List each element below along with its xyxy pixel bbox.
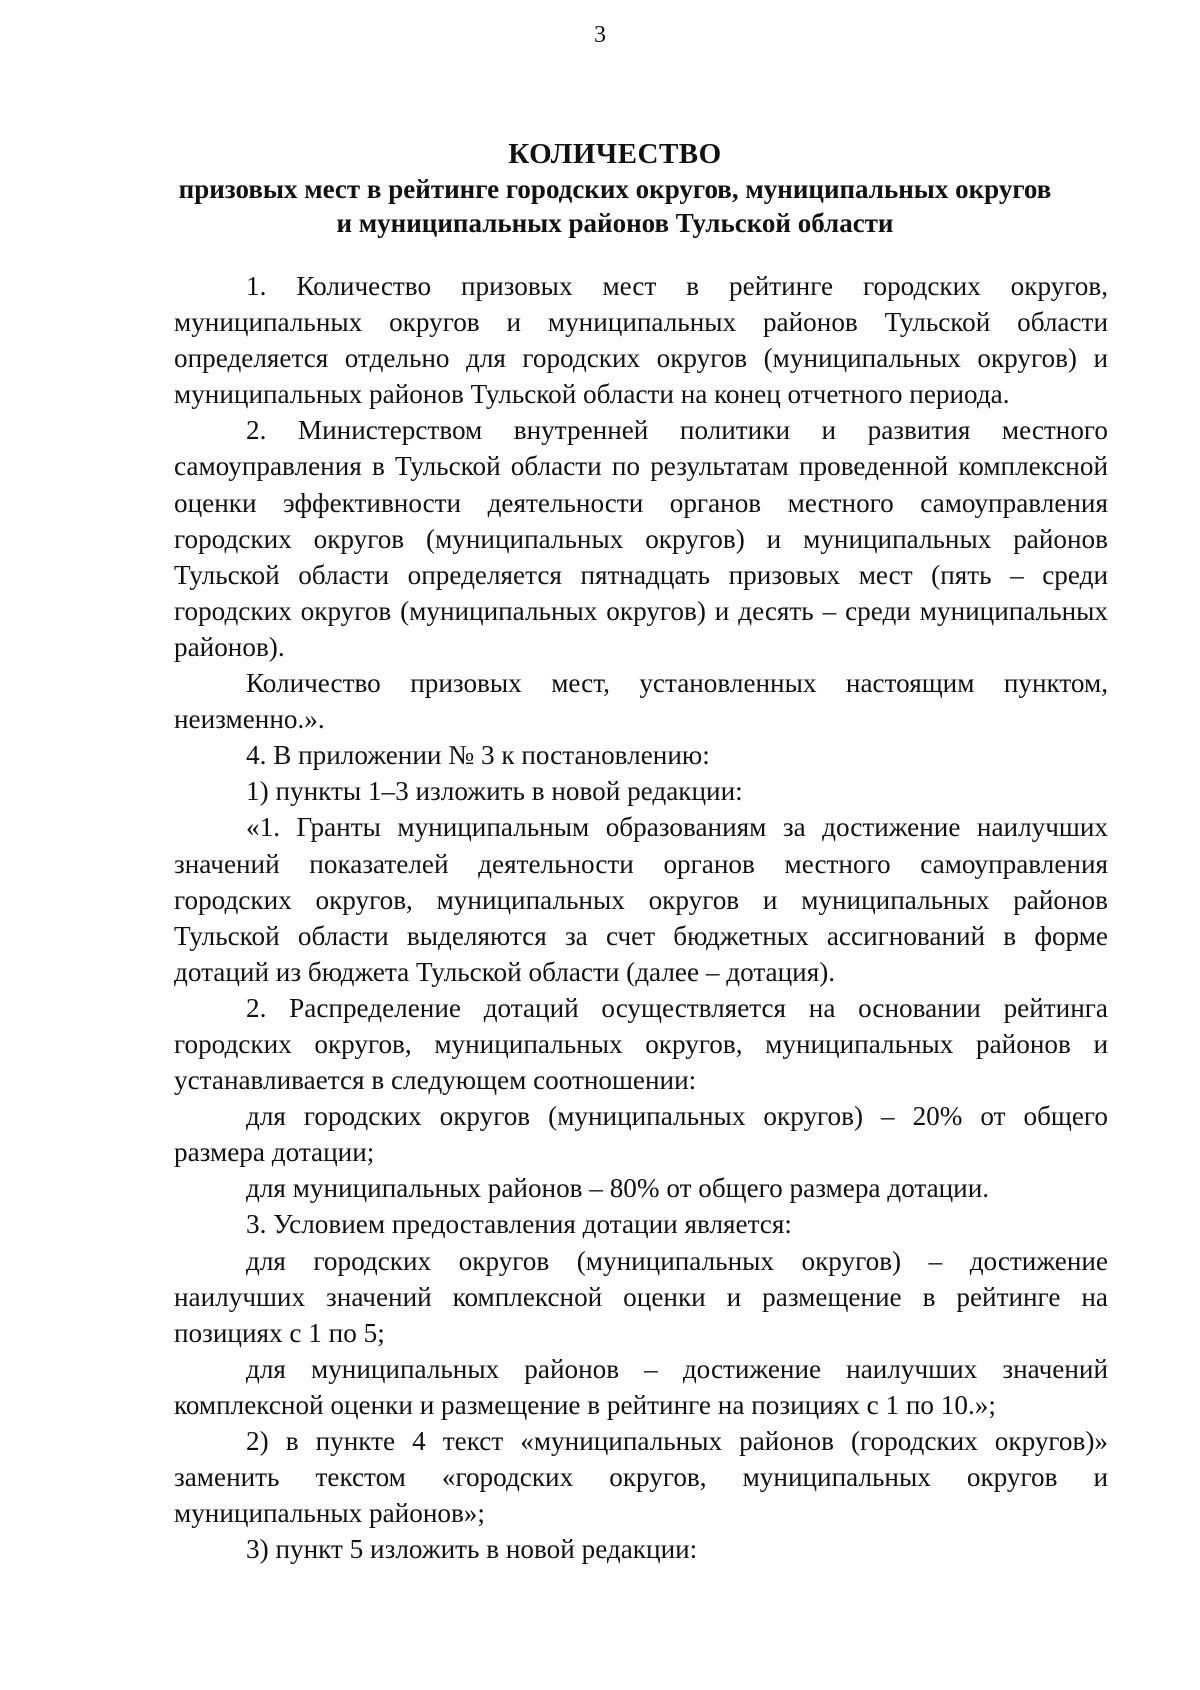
paragraph: «1. Гранты муниципальным образованиям за достижение наилучших значений показателей деятельности органов местного самоуправления городских округов, муниципальных округов и муниципальных районов Тульской области выделяются за счет бюджетных ассигнований в форме дотаций из бюджета Тульской области (далее – дотация). <box>174 812 1108 987</box>
paragraph: для муниципальных районов – достижение наилучших значений комплексной оценки и размещение в рейтинге на позициях с 1 по 10.»; <box>174 1353 1108 1420</box>
paragraph: для городских округов (муниципальных округов) – 20% от общего размера дотации; <box>174 1101 1108 1168</box>
paragraph: 4. В приложении № 3 к постановлению: <box>246 740 710 771</box>
document-body <box>174 268 1108 1567</box>
page-number: 3 <box>594 22 606 48</box>
title-line-2: и муниципальных районов Тульской области <box>336 208 894 238</box>
paragraph: 1) пункты 1–3 изложить в новой редакции: <box>246 776 743 807</box>
paragraph: 2. Распределение дотаций осуществляется на основании рейтинга городских округов, муниципальных округов, муниципальных районов и устанавливается в следующем соотношении: <box>174 992 1108 1096</box>
paragraph: 2. Министерством внутренней политики и развития местного самоуправления в Тульской области по результатам проведенной комплексной оценки эффективности деятельности органов местного самоуправления городских округов (муниципальных округов) и муниципальных районов Тульской области определяется пятнадцать призовых мест (пять – среди городских округов (муниципальных округов) и десять – среди муниципальных районов). <box>174 415 1108 662</box>
paragraph: 2) в пункте 4 текст «муниципальных районов (городских округов)» заменить текстом «городских округов, муниципальных округов и муниципальных районов»; <box>174 1426 1108 1529</box>
document-title <box>150 136 1080 240</box>
paragraph: для городских округов (муниципальных округов) – достижение наилучших значений комплексной оценки и размещение в рейтинге на позициях с 1 по 5; <box>174 1245 1108 1348</box>
paragraph: Количество призовых мест, установленных настоящим пунктом, неизменно.». <box>174 668 1108 735</box>
paragraph: для муниципальных районов – 80% от общего размера дотации. <box>246 1173 990 1204</box>
paragraph: 3. Условием предоставления дотации является: <box>246 1209 792 1240</box>
title-main: КОЛИЧЕСТВО <box>508 138 722 170</box>
title-line-1: призовых мест в рейтинге городских округов, муниципальных округов <box>178 174 1052 204</box>
paragraph: 1. Количество призовых мест в рейтинге городских округов, муниципальных округов и муниципальных районов Тульской области определяется отдельно для городских округов (муниципальных округов) и муниципальных районов Тульской области на конец отчетного периода. <box>174 271 1108 410</box>
paragraph: 3) пункт 5 изложить в новой редакции: <box>246 1534 698 1565</box>
